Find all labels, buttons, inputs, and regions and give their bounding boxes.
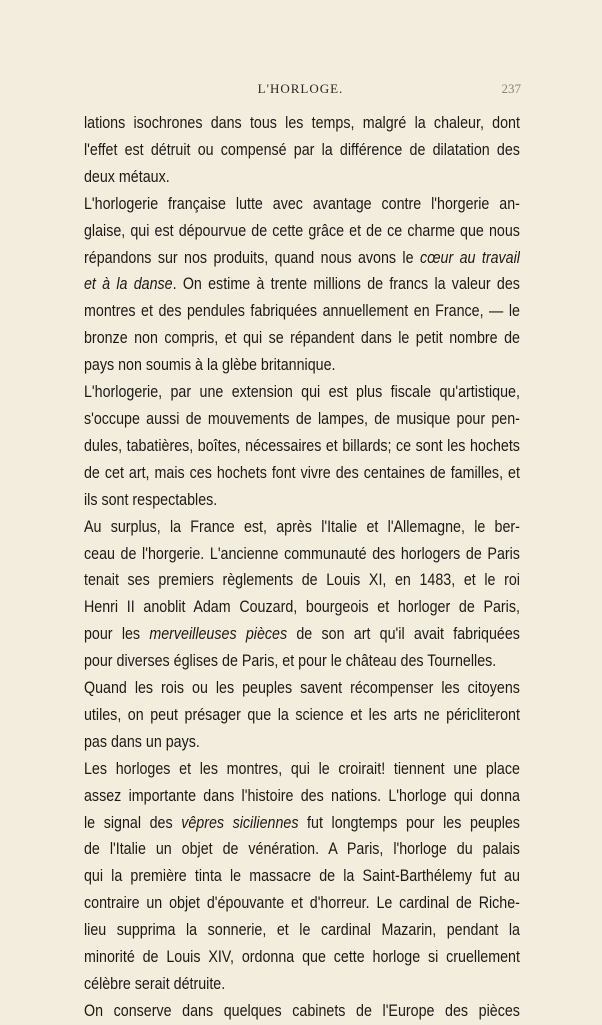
- text-line: bronze non compris, et qui se répandent dans le petit nombre de: [84, 328, 520, 348]
- text-line: Les horloges et les montres, qui le croirait! tiennent une place: [84, 758, 520, 778]
- text-line: ceau de l'horgerie. L'ancienne communauté des horlogers de Paris: [84, 543, 520, 563]
- text-line: pays non soumis à la glèbe britannique.: [84, 355, 336, 375]
- text-line: L'horlogerie française lutte avec avantage contre l'horgerie an-: [84, 193, 520, 213]
- text-line: glaise, qui est dépourvue de cette grâce et de ce charme que nous: [84, 220, 520, 240]
- text-line: qui la première tinta le massacre de la Saint-Barthélemy fut au: [84, 866, 520, 886]
- text-line: pour diverses églises de Paris, et pour le château des Tournelles.: [84, 651, 497, 671]
- text-line: montres et des pendules fabriquées annuellement en France, — le: [84, 301, 520, 321]
- italic-phrase: merveilleuses pièces: [149, 624, 288, 644]
- text-line: pas dans un pays.: [84, 731, 200, 751]
- text-line: de cet art, mais ces hochets font vivre des centaines de familles, et: [84, 462, 520, 482]
- text-line: On conserve dans quelques cabinets de l'Europe des pièces: [84, 1000, 520, 1020]
- page-number: 237: [501, 81, 521, 96]
- paragraph: [84, 998, 521, 1025]
- paragraph: [84, 514, 521, 675]
- text-line: assez importante dans l'histoire des nations. L'horloge qui donna: [84, 785, 520, 805]
- paragraph: [84, 756, 521, 998]
- text-line: lations isochrones dans tous les temps, malgré la chaleur, dont: [84, 113, 520, 132]
- text-line: contraire un objet d'épouvante et d'horreur. Le cardinal de Riche-: [84, 893, 520, 913]
- text-line-with-italic: pour les merveilleuses pièces de son art qu'il avait fabriquées: [84, 624, 520, 644]
- text-line: s'occupe aussi de mouvements de lampes, de musique pour pen-: [84, 408, 520, 428]
- paragraph: [84, 191, 521, 379]
- text-line: deux métaux.: [84, 166, 170, 186]
- text-line: de l'Italie un objet de vénération. A Paris, l'horloge du palais: [84, 839, 520, 859]
- page-header: [80, 81, 521, 99]
- text-line: utiles, on peut présager que la science et les arts ne péricliteront: [84, 704, 520, 724]
- text-line-with-italic: le signal des vêpres siciliennes fut longtemps pour les peuples: [84, 812, 520, 832]
- body-text: [84, 110, 521, 1025]
- running-title: L'HORLOGE.: [257, 81, 344, 96]
- text-line: célèbre serait détruite.: [84, 974, 226, 993]
- text-line-with-italic: répandons sur nos produits, quand nous avons le cœur au travail: [84, 247, 520, 267]
- paragraph: [84, 675, 521, 756]
- text-line: ils sont respectables.: [84, 489, 218, 509]
- italic-phrase: cœur au travail: [419, 247, 520, 267]
- text-line: l'effet est détruit ou compensé par la différence de dilatation des: [84, 139, 520, 159]
- text-line-with-italic: et à la danse. On estime à trente millions de francs la valeur des: [84, 274, 520, 294]
- text-line: Quand les rois ou les peuples savent récompenser les citoyens: [84, 678, 520, 698]
- paragraph: [84, 379, 521, 514]
- italic-phrase: vêpres siciliennes: [181, 812, 299, 832]
- paragraph: [84, 110, 521, 191]
- text-line: dules, tabatières, boîtes, nécessaires et billards; ce sont les hochets: [84, 435, 520, 455]
- text-line: L'horlogerie, par une extension qui est plus fiscale qu'artistique,: [84, 382, 520, 402]
- text-line: Henri II anoblit Adam Couzard, bourgeois et horloger de Paris,: [84, 597, 520, 617]
- italic-phrase: et à la danse: [84, 274, 173, 294]
- text-line: lieu supprima la sonnerie, et le cardinal Mazarin, pendant la: [84, 920, 520, 940]
- text-line: Au surplus, la France est, après l'Italie et l'Allemagne, le ber-: [84, 516, 520, 536]
- text-line: minorité de Louis XIV, ordonna que cette horloge si cruellement: [84, 947, 520, 967]
- text-line: tenait ses premiers règlements de Louis XI, en 1483, et le roi: [84, 570, 520, 590]
